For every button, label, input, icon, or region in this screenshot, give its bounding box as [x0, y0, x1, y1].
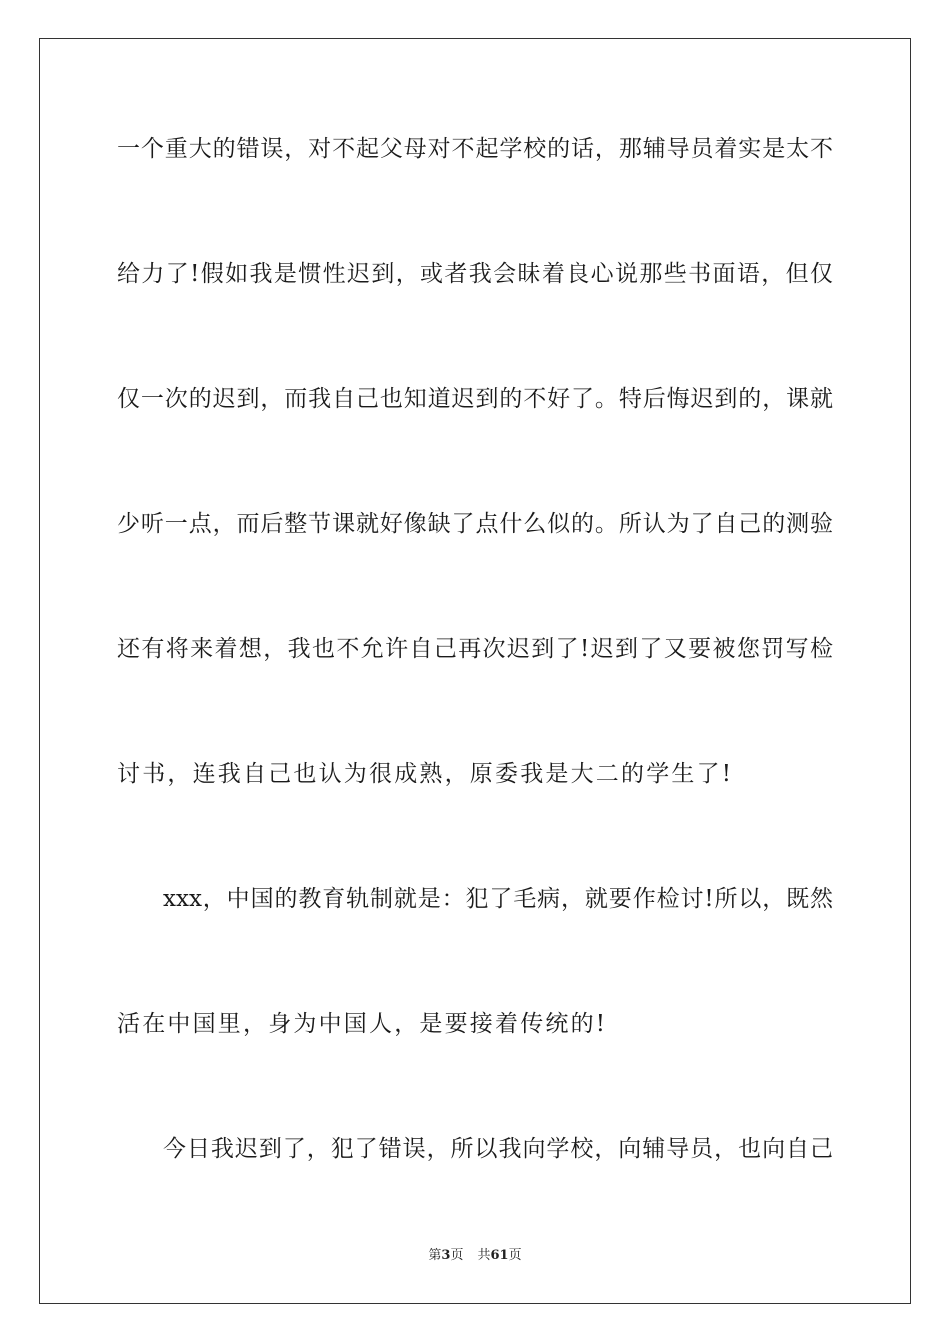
text-line-9: 今日我迟到了，犯了错误，所以我向学校，向辅导员，也向自己: [163, 1136, 833, 1162]
total-suffix: 页: [508, 1248, 522, 1263]
text-line-4: 少听一点，而后整节课就好像缺了点什么似的。所认为了自己的测验: [117, 511, 833, 537]
text-line-6: 讨书，连我自己也认为很成熟，原委我是大二的学生了!: [117, 761, 734, 787]
text-line-7: xxx，中国的教育轨制就是：犯了毛病，就要作检讨!所以，既然: [163, 886, 833, 912]
page-suffix: 页: [450, 1248, 464, 1263]
text-line-2: 给力了!假如我是惯性迟到，或者我会昧着良心说那些书面语，但仅: [117, 261, 833, 287]
text-line-8: 活在中国里，身为中国人，是要接着传统的!: [117, 1011, 608, 1037]
text-line-1: 一个重大的错误，对不起父母对不起学校的话，那辅导员着实是太不: [117, 136, 833, 162]
total-pages: 61: [490, 1248, 509, 1263]
page-border: [39, 38, 911, 1304]
page-number: 3: [441, 1248, 451, 1263]
text-line-5: 还有将来着想，我也不允许自己再次迟到了!迟到了又要被您罚写检: [117, 636, 833, 662]
page-footer: [0, 1246, 950, 1266]
page-prefix: 第: [428, 1248, 442, 1263]
total-prefix: 共: [477, 1248, 491, 1263]
text-line-3: 仅一次的迟到，而我自己也知道迟到的不好了。特后悔迟到的，课就: [117, 386, 833, 412]
